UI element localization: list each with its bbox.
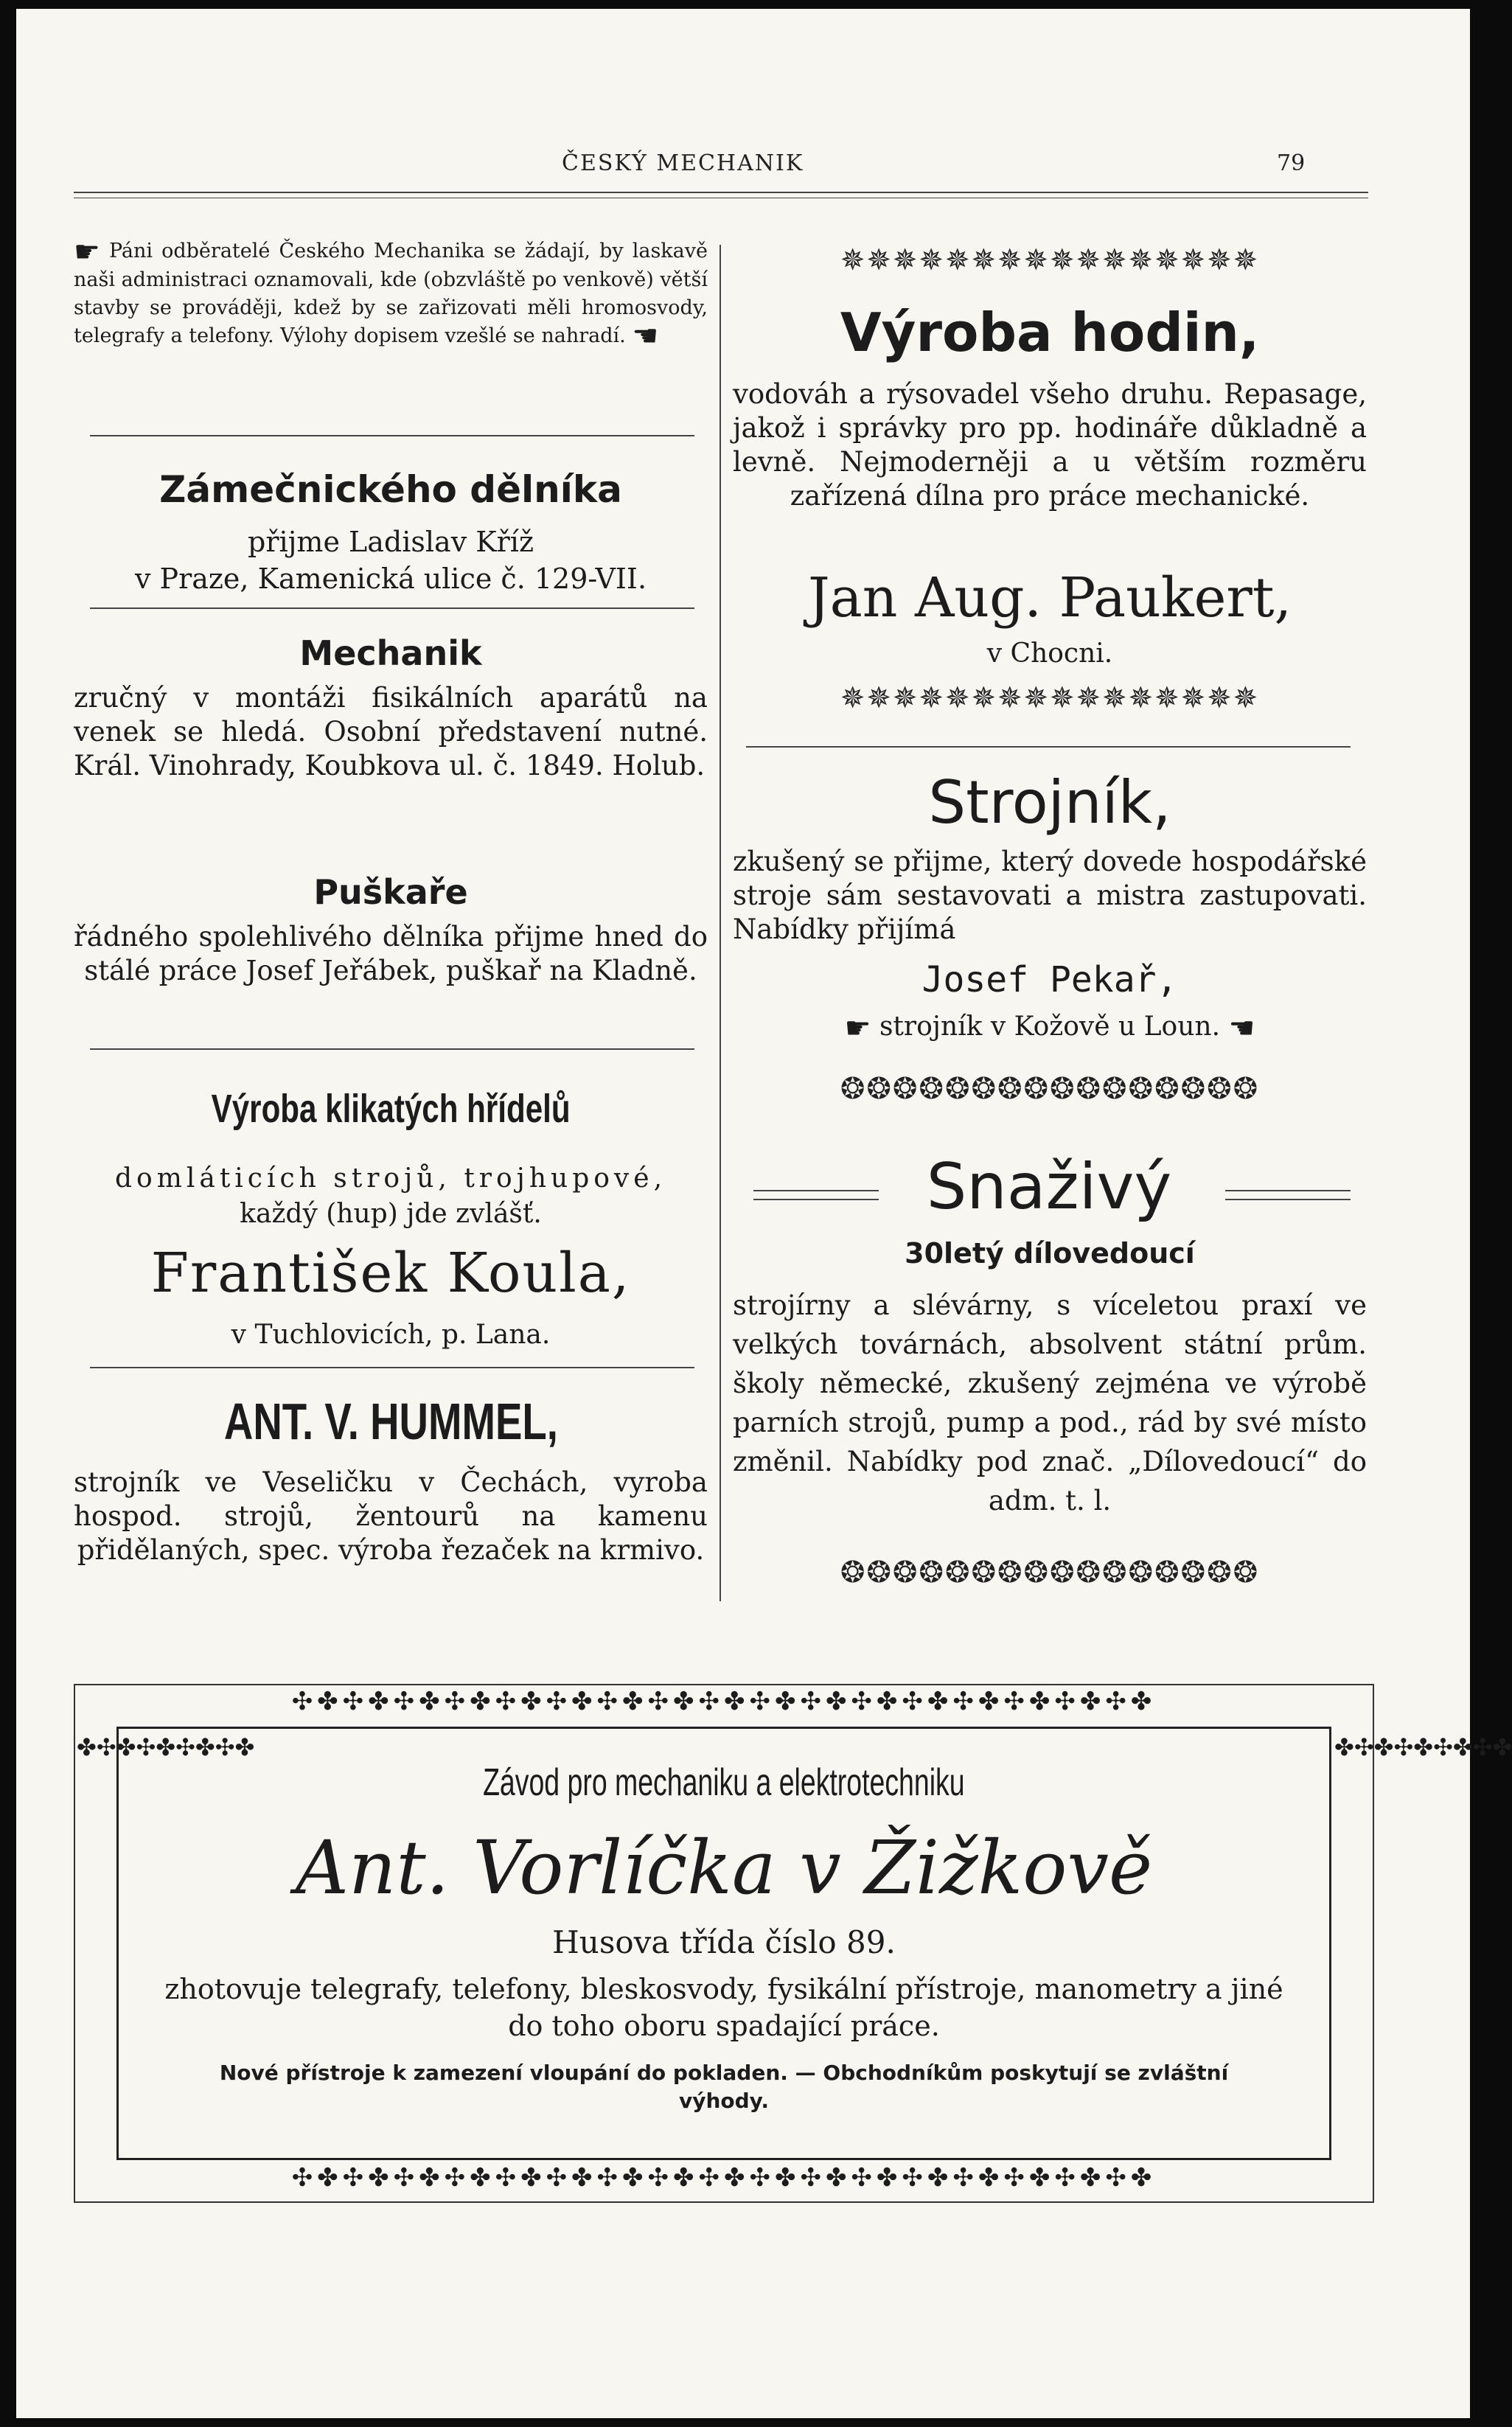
ad-machinist-place-line <box>733 1010 1367 1045</box>
frame-ornament-left: ✤✣✤✣✤✣✤✣✤ <box>77 1733 255 1761</box>
ad-diligent-body: strojírny a slévárny, s víceletou praxí ve velkých továrnách, absolvent státní prům. školy německé, zkušený zejména ve výrobě parních strojů, pump a pod., rád by své místo změnil. Nabídky pod znač. „Dílovedoucí“ do adm. t. l. <box>733 1289 1367 1517</box>
ad-clocks-place: v Chocni. <box>986 638 1113 669</box>
ad-mechanic-title: Mechanik <box>299 633 482 673</box>
ring-ornament-row: ❂❂❂❂❂❂❂❂❂❂❂❂❂❂❂❂ <box>840 1072 1260 1106</box>
ad-crankshaft-name: František Koula, <box>150 1242 631 1305</box>
star-ornament-row: ✵✵✵✵✵✵✵✵✵✵✵✵✵✵✵✵ <box>840 681 1260 715</box>
bottom-ad-note: Nové přístroje k zamezení vloupání do pokladen. — Obchodníkům poskytují se zvláštní výhody. <box>219 2061 1229 2113</box>
frame-ornament-bottom: ✣✤✣✤✣✤✣✤✣✤✣✤✣✤✣✤✣✤✣✤✣✤✣✤✣✤✣✤✣✤✣✤✣✤ <box>291 2163 1157 2193</box>
ad-gunsmith-title: Puškaře <box>313 872 468 912</box>
column-divider <box>720 245 721 1601</box>
divider <box>90 607 694 609</box>
notice-text: Páni odběratelé Českého Mechanika se žádají, by laskavě naši administraci oznamovali, kde (obzvláště po venkově) větší stavby se prováději, kdež by se zařizovati měli hromosvody, telegrafy a telefony. Výlohy dopisem vzešlé se nahradí. <box>74 240 708 347</box>
ad-crankshaft-line1: domláticích strojů, trojhupové, <box>114 1163 667 1194</box>
bottom-ad-body: zhotovuje telegrafy, telefony, bleskosvody, fysikální přístroje, manometry a jiné do toho oboru spadající práce. <box>164 1973 1283 2042</box>
page-number: 79 <box>1277 150 1306 176</box>
ad-clocks-title: Výroba hodin, <box>840 302 1260 363</box>
header-rule <box>74 192 1368 193</box>
pointing-hand-icon: ☛ <box>74 234 100 269</box>
ad-clocks-name: Jan Aug. Paukert, <box>808 566 1292 630</box>
ad-diligent-title: Snaživý <box>926 1150 1172 1224</box>
ring-ornament-row: ❂❂❂❂❂❂❂❂❂❂❂❂❂❂❂❂ <box>840 1556 1260 1589</box>
divider <box>90 435 694 436</box>
ad-locksmith-line2: v Praze, Kamenická ulice č. 129-VII. <box>134 563 647 595</box>
decorative-rule-left <box>753 1190 879 1191</box>
subscriber-notice <box>74 234 708 353</box>
running-header-title: ČESKÝ MECHANIK <box>562 150 804 176</box>
bottom-ad-line1-wrap <box>119 1760 1329 1806</box>
ad-machinist-place: strojník v Kožově u Loun. <box>879 1011 1221 1042</box>
divider <box>90 1367 694 1368</box>
bottom-framed-ad <box>74 1684 1512 2203</box>
ad-machinist-title: Strojník, <box>928 768 1171 837</box>
ad-locksmith-line1: přijme Ladislav Kříž <box>248 526 534 558</box>
ad-machinist-name: Josef Pekař, <box>922 959 1178 1000</box>
decorative-rule-right <box>1225 1199 1351 1200</box>
frame-ornament-right: ✤✣✤✣✤✣✤✣✤ <box>1334 1733 1512 1761</box>
decorative-rule-left <box>753 1199 879 1200</box>
ad-machinist-body: zkušený se přijme, který dovede hospodářské stroje sám sestavovati a mistra zastupovati. Nabídky přijímá <box>733 846 1367 945</box>
bottom-ad-line1: Závod pro mechaniku a elektrotechniku <box>483 1761 965 1804</box>
frame-ornament-top: ✣✤✣✤✣✤✣✤✣✤✣✤✣✤✣✤✣✤✣✤✣✤✣✤✣✤✣✤✣✤✣✤✣✤ <box>291 1687 1157 1716</box>
pointing-hand-left-icon: ☚ <box>1228 1011 1255 1045</box>
ad-diligent-subtitle: 30letý dílovedoucí <box>905 1237 1195 1270</box>
pointing-hand-left-icon: ☚ <box>632 319 659 353</box>
ad-crankshaft-line2: každý (hup) jde zvlášť. <box>240 1199 542 1229</box>
ad-gunsmith-body: řádného spolehlivého dělníka přijme hned do stálé práce Josef Jeřábek, puškař na Kladně. <box>74 921 708 986</box>
ad-clocks-body: vodováh a rýsovadel všeho druhu. Repasage, jakož i správky pro pp. hodináře důkladně a levně. Nejmoderněji a u větším rozměru zařízená dílna pro práce mechanické. <box>733 378 1367 512</box>
ad-crankshaft-title-wrap <box>74 1085 708 1132</box>
divider <box>746 746 1351 748</box>
ad-hummel-title-wrap <box>74 1392 708 1451</box>
pointing-hand-icon: ☛ <box>844 1011 871 1045</box>
star-ornament-row: ✵✵✵✵✵✵✵✵✵✵✵✵✵✵✵✵ <box>840 243 1260 277</box>
ad-crankshaft-title: Výroba klikatých hřídelů <box>211 1087 571 1131</box>
decorative-rule-right <box>1225 1190 1351 1191</box>
ad-locksmith-title: Zámečnického dělníka <box>159 468 622 511</box>
divider <box>90 1048 694 1050</box>
newspaper-page <box>16 9 1512 2418</box>
ad-crankshaft-place: v Tuchlovicích, p. Lana. <box>231 1320 551 1350</box>
bottom-ad-address: Husova třída číslo 89. <box>552 1924 896 1960</box>
ad-hummel-body: strojník ve Veseličku v Čechách, vyroba hospod. strojů, žentourů na kamenu přidělaných, spec. výroba řezaček na krmivo. <box>74 1466 708 1566</box>
ad-mechanic-body: zručný v montáži fisikálních aparátů na venek se hledá. Osobní představení nutné. Král. Vinohrady, Koubkova ul. č. 1849. Holub. <box>74 682 708 781</box>
ad-hummel-title: ANT. V. HUMMEL, <box>223 1393 558 1450</box>
frame-inner-border <box>116 1727 1331 2160</box>
bottom-ad-name: Ant. Vorlíčka v Žižkově <box>295 1825 1153 1911</box>
